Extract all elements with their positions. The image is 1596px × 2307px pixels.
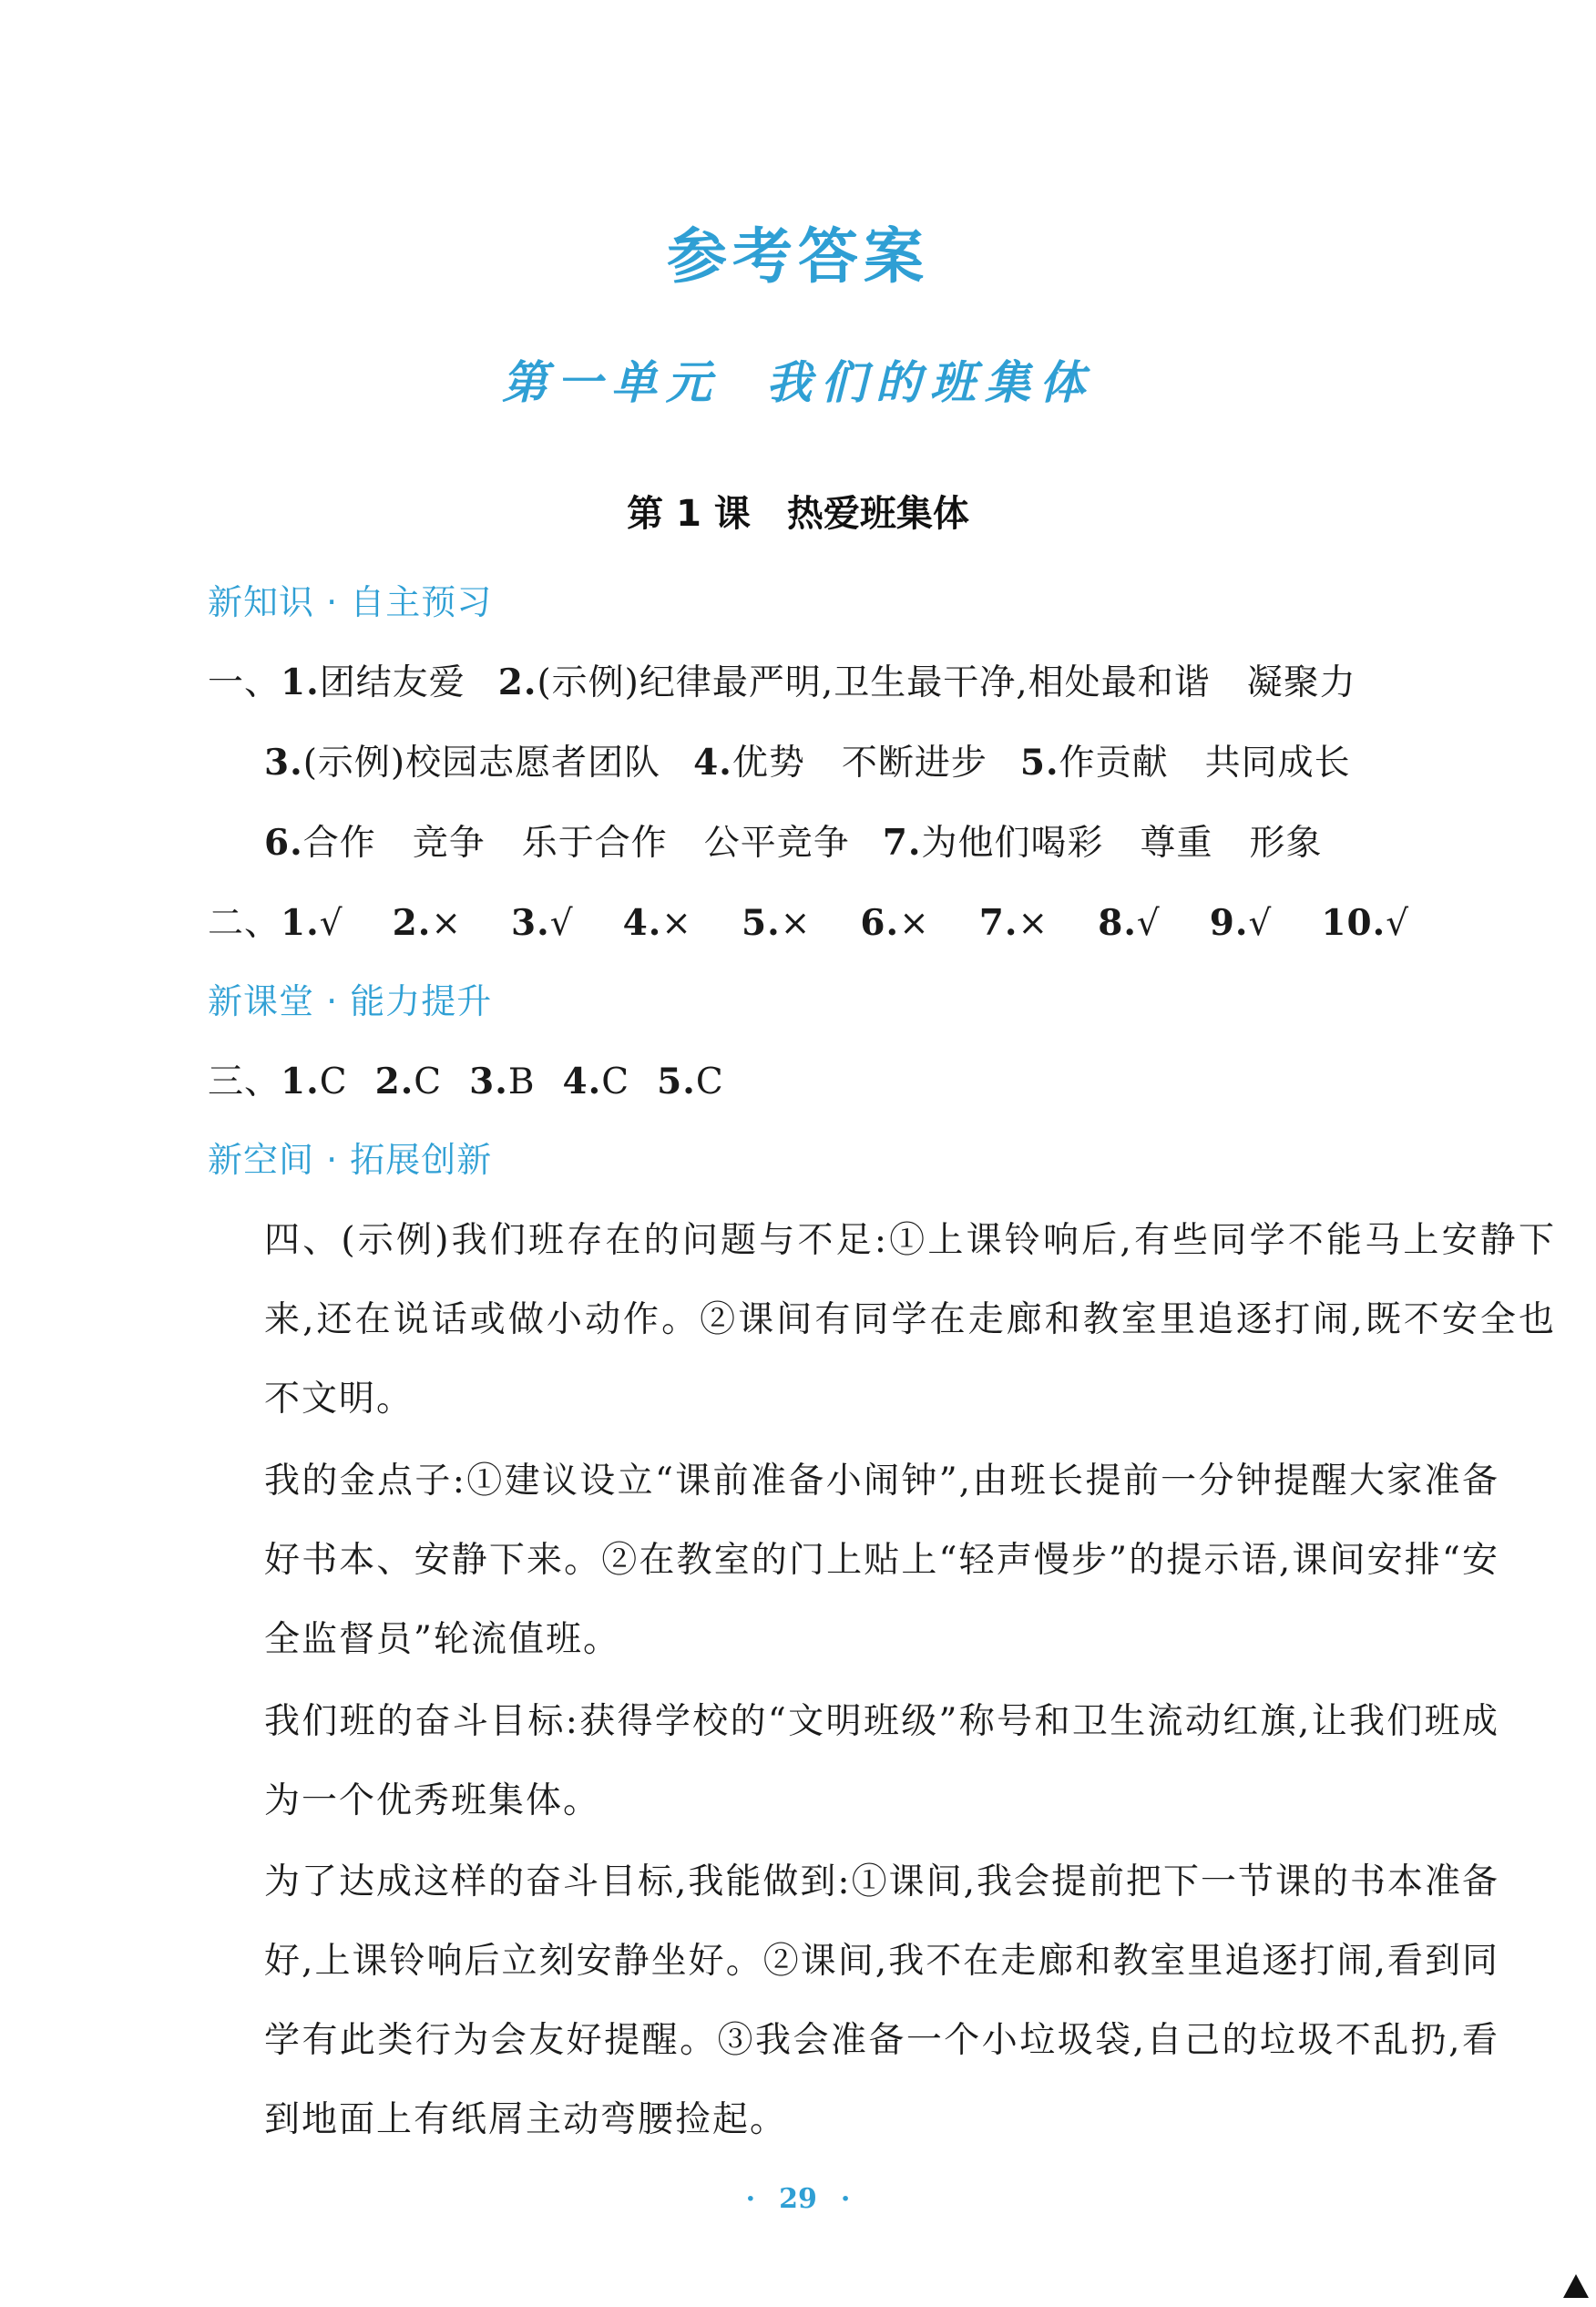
answer-item: 4.优势 不断进步 bbox=[693, 742, 987, 784]
answer-item: 10.√ bbox=[1321, 902, 1410, 944]
answer-item: 5.C bbox=[657, 1061, 724, 1102]
answer-item: 4.× bbox=[622, 902, 692, 944]
answer-paragraph: 我的金点子:①建议设立“课前准备小闹钟”,由班长提前一分钟提醒大家准备好书本、安静下来。②在教室的门上贴上“轻声慢步”的提示语,课间安排“安全监督员”轮流值班。 bbox=[264, 1461, 1499, 1660]
answer-item: 6.合作 竞争 乐于合作 公平竞争 bbox=[264, 822, 850, 864]
part-marker: 一、 bbox=[208, 662, 281, 703]
part-marker: 四、 bbox=[264, 1220, 342, 1261]
answer-line bbox=[264, 734, 1351, 785]
answer-item: 3.B bbox=[469, 1061, 536, 1102]
answer-item: 4.C bbox=[562, 1061, 630, 1102]
section-heading-extension: 新空间 · 拓展创新 bbox=[208, 1140, 493, 1180]
answer-line bbox=[208, 1053, 752, 1104]
answer-line bbox=[264, 815, 1322, 866]
answer-item: 2.× bbox=[392, 902, 462, 944]
unit-label: 第一单元 bbox=[502, 355, 721, 409]
answer-item: 1.团结友爱 bbox=[281, 661, 466, 703]
answer-paragraph: 我们班的奋斗目标:获得学校的“文明班级”称号和卫生流动红旗,让我们班成为一个优秀班集体。 bbox=[264, 1701, 1499, 1821]
page-number-value: 29 bbox=[779, 2183, 817, 2215]
corner-triangle-icon bbox=[1563, 2274, 1589, 2298]
answer-item: 8.√ bbox=[1098, 902, 1161, 944]
lesson-label: 第 1 课 bbox=[627, 493, 751, 535]
answer-line bbox=[208, 895, 1458, 946]
page-title: 参考答案 bbox=[667, 220, 929, 292]
lesson-name: 热爱班集体 bbox=[786, 493, 969, 535]
answer-item: 1.√ bbox=[281, 902, 343, 944]
part-marker: 三、 bbox=[208, 1061, 281, 1102]
unit-name: 我们的班集体 bbox=[766, 355, 1094, 409]
answer-item: 3.(示例)校园志愿者团队 bbox=[264, 742, 661, 784]
page-number: · 29 · bbox=[745, 2183, 851, 2215]
unit-heading bbox=[0, 346, 1596, 412]
paragraph-text: (示例)我们班存在的问题与不足:①上课铃响后,有些同学不能马上安静下来,还在说话或做小动作。②课间有同学在走廊和教室里追逐打闹,既不安全也不文明。 bbox=[264, 1220, 1556, 1420]
lesson-heading bbox=[0, 485, 1596, 537]
answer-paragraph bbox=[208, 1201, 1556, 1439]
answer-item: 2.C bbox=[374, 1061, 443, 1102]
answer-item: 3.√ bbox=[511, 902, 574, 944]
answer-item: 6.× bbox=[860, 902, 930, 944]
answer-paragraph: 为了达成这样的奋斗目标,我能做到:①课间,我会提前把下一节课的书本准备好,上课铃响后立刻安静坐好。②课间,我不在走廊和教室里追逐打闹,看到同学有此类行为会友好提醒。③我会准备一个小垃圾袋,自己的垃圾不乱扔,看到地面上有纸屑主动弯腰捡起。 bbox=[264, 1861, 1499, 2140]
answer-item: 9.√ bbox=[1209, 902, 1273, 944]
answer-item: 5.× bbox=[741, 902, 812, 944]
answer-item: 5.作贡献 共同成长 bbox=[1019, 742, 1351, 784]
section-heading-preview: 新知识 · 自主预习 bbox=[208, 582, 493, 622]
part-marker: 二、 bbox=[208, 903, 281, 944]
answer-line bbox=[208, 654, 1356, 705]
answer-item: 7.× bbox=[978, 902, 1049, 944]
answer-item: 2.(示例)纪律最严明,卫生最干净,相处最和谐 凝聚力 bbox=[497, 661, 1356, 703]
answer-item: 7.为他们喝彩 尊重 形象 bbox=[882, 822, 1323, 864]
answer-item: 1.C bbox=[281, 1061, 348, 1102]
section-heading-classroom: 新课堂 · 能力提升 bbox=[208, 981, 493, 1021]
